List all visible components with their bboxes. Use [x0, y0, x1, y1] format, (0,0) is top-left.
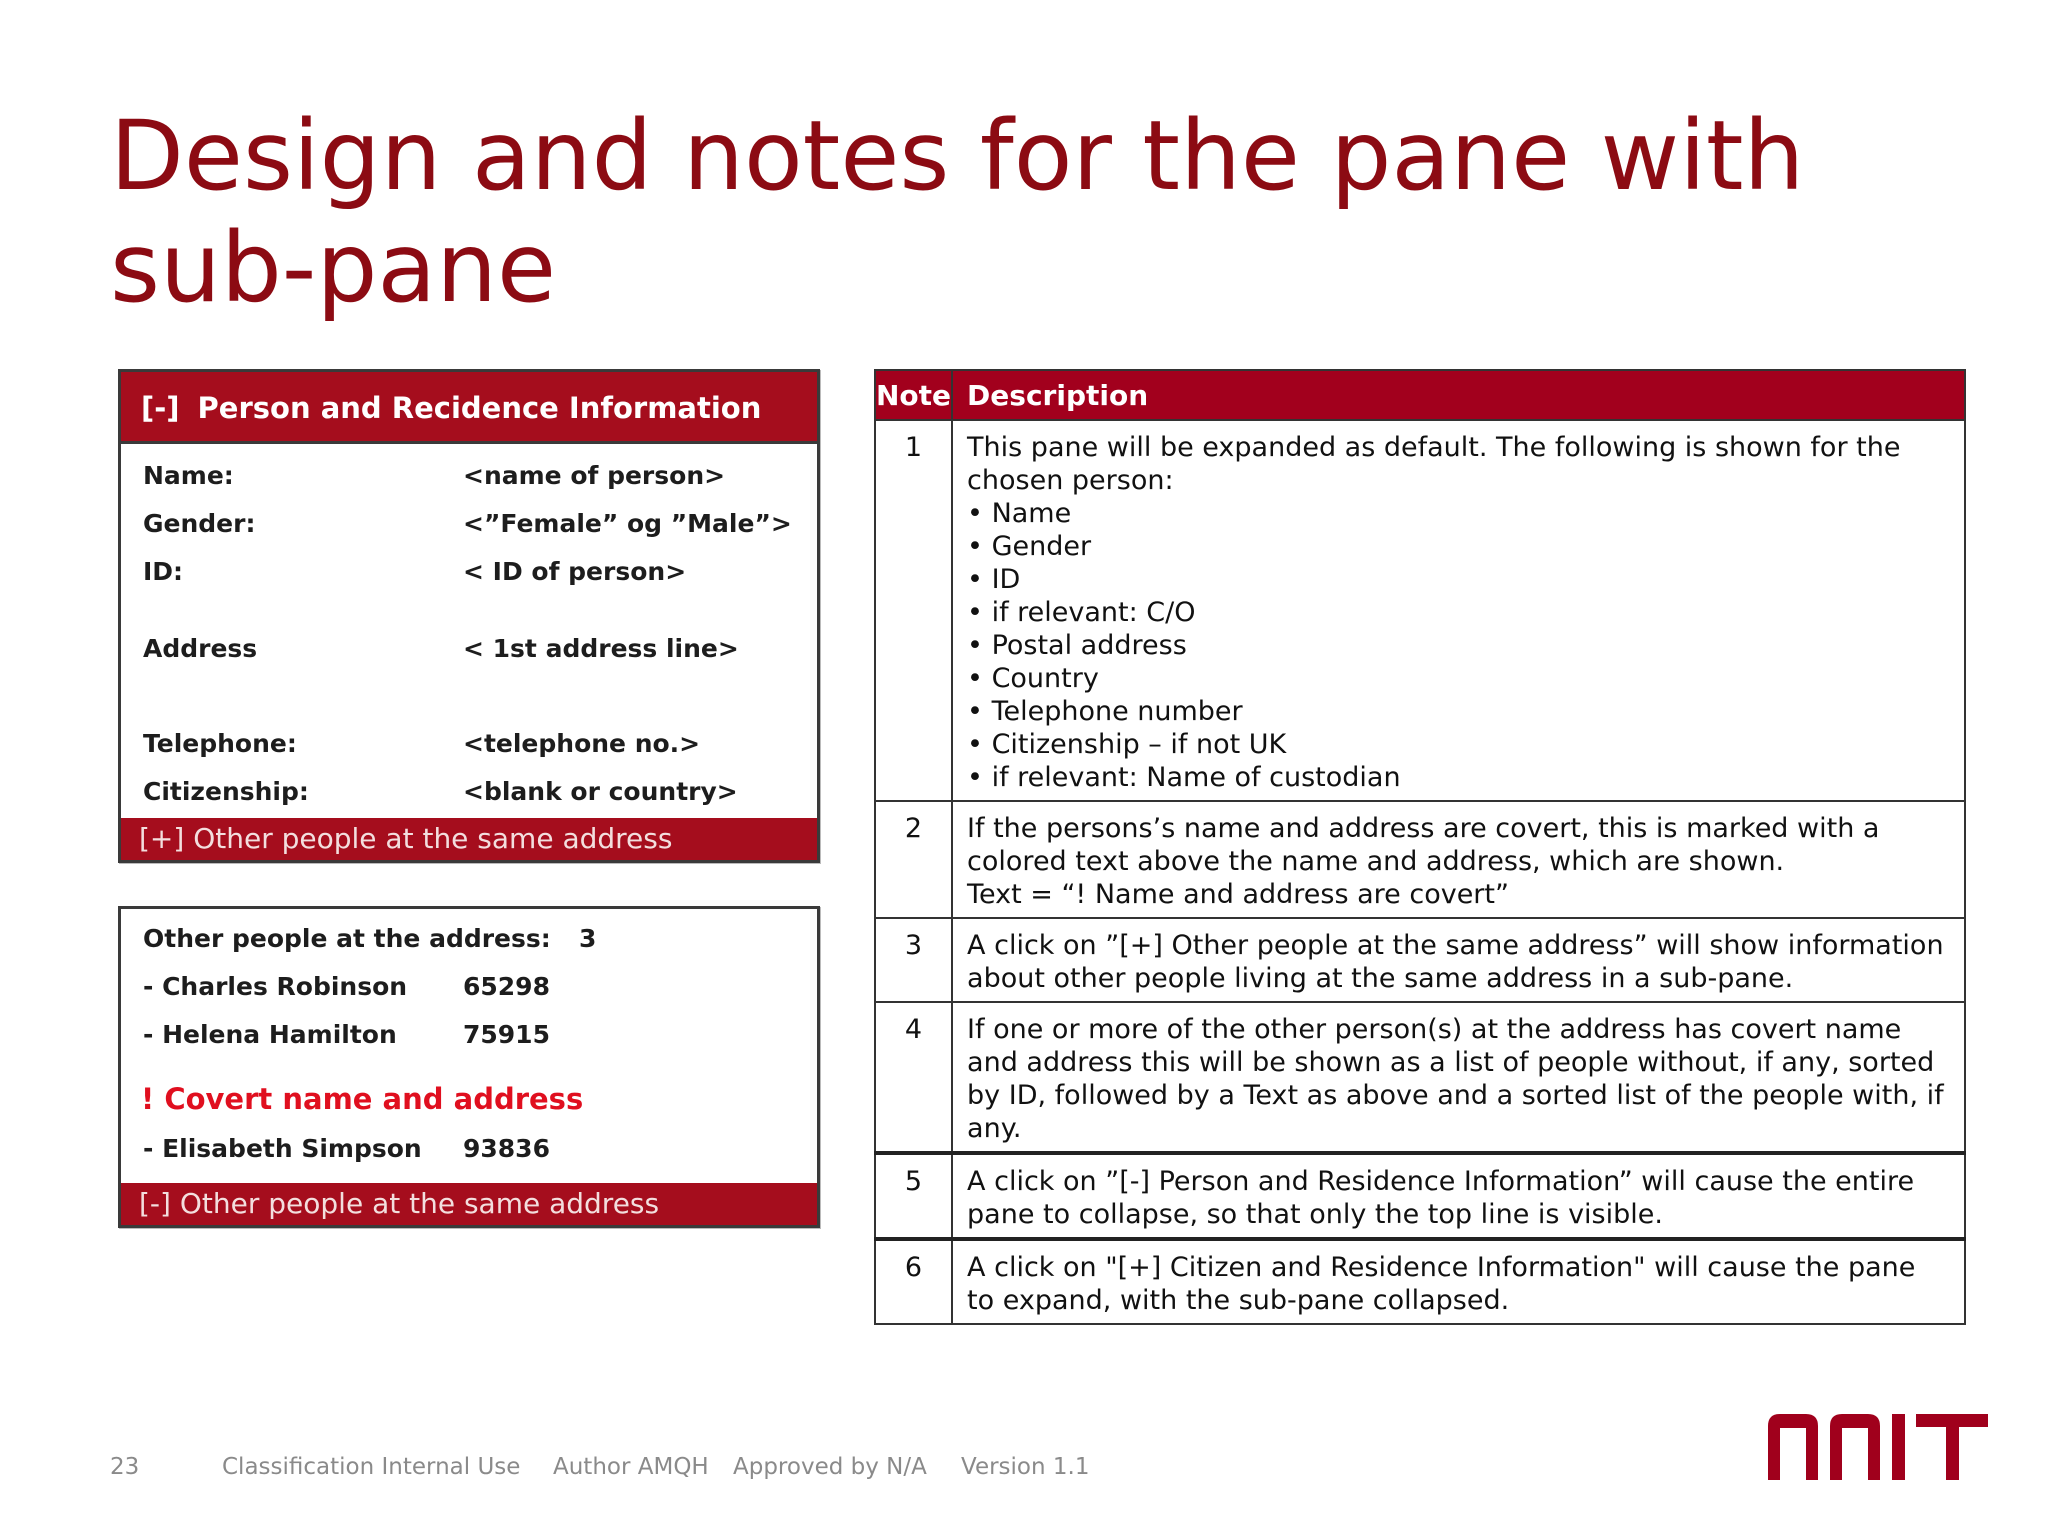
bullet-item: • Telephone number — [967, 695, 1950, 728]
note-number: 5 — [875, 1153, 952, 1239]
other-people-heading-label: Other people at the address: — [143, 924, 551, 953]
field-label: Address — [143, 634, 258, 663]
column-header-note: Note — [875, 370, 952, 420]
page-number: 23 — [110, 1454, 140, 1480]
field-value: < 1st address line> — [463, 634, 739, 663]
bullet-item: • Name — [967, 497, 1950, 530]
field-value: <blank or country> — [463, 777, 738, 806]
field-label: Citizenship: — [143, 777, 309, 806]
person-row — [143, 1017, 807, 1053]
version-label: Version 1.1 — [961, 1454, 1090, 1480]
field-row-telephone — [143, 726, 807, 762]
person-id: 75915 — [463, 1020, 550, 1049]
nnit-logo — [1768, 1412, 1988, 1480]
person-info-pane-header[interactable] — [121, 372, 817, 444]
field-label: ID: — [143, 557, 184, 586]
note-number: 2 — [875, 801, 952, 918]
note-description — [952, 420, 1965, 801]
collapse-other-people-link[interactable]: [-] Other people at the same address — [121, 1183, 817, 1225]
person-name: - Charles Robinson — [143, 972, 408, 1001]
bullet-item: • Citizenship – if not UK — [967, 728, 1950, 761]
note-number: 1 — [875, 420, 952, 801]
field-value: < ID of person> — [463, 557, 687, 586]
field-row-id — [143, 554, 807, 590]
bullet-item: • Postal address — [967, 629, 1950, 662]
note-text-secondary: Text = “! Name and address are covert” — [967, 879, 1509, 910]
pane-header-title: Person and Recidence Information — [197, 391, 762, 425]
field-row-name — [143, 458, 807, 494]
person-id: 65298 — [463, 972, 550, 1001]
slide-title-line-2: sub-pane — [110, 212, 557, 324]
covert-heading: ! Covert name and address — [141, 1082, 584, 1116]
table-row — [875, 1002, 1965, 1153]
note-number: 3 — [875, 918, 952, 1002]
table-header-row — [875, 370, 1965, 420]
bullet-item: • Gender — [967, 530, 1950, 563]
table-row — [875, 801, 1965, 918]
field-value: <”Female” og ”Male”> — [463, 509, 792, 538]
approved-label: Approved by N/A — [733, 1454, 927, 1480]
note-number: 6 — [875, 1239, 952, 1324]
field-label: Gender: — [143, 509, 256, 538]
note-description: A click on ”[+] Other people at the same address” will show information about other people living at the same address in a sub-pane. — [952, 918, 1965, 1002]
classification-label: Classification Internal Use — [222, 1454, 521, 1480]
bullet-item: • ID — [967, 563, 1950, 596]
table-row — [875, 1239, 1965, 1324]
note-text: This pane will be expanded as default. The following is shown for the chosen person: — [967, 432, 1901, 496]
table-row — [875, 1153, 1965, 1239]
other-people-heading — [143, 921, 807, 957]
field-row-gender — [143, 506, 807, 542]
note-description: If one or more of the other person(s) at the address has covert name and address this will be shown as a list of people without, if any, sorted by ID, followed by a Text as above and a sorted list of the people with, if any. — [952, 1002, 1965, 1153]
person-name: - Helena Hamilton — [143, 1020, 397, 1049]
note-description — [952, 801, 1965, 918]
note-description: A click on "[+] Citizen and Residence Information" will cause the pane to expand, with the sub-pane collapsed. — [952, 1239, 1965, 1324]
table-row — [875, 420, 1965, 801]
bullet-item: • Country — [967, 662, 1950, 695]
note-description: A click on ”[-] Person and Residence Information” will cause the entire pane to collapse, so that only the top line is visible. — [952, 1153, 1965, 1239]
expand-other-people-link[interactable]: [+] Other people at the same address — [121, 818, 817, 860]
person-info-pane — [118, 369, 820, 863]
person-id: 93836 — [463, 1134, 550, 1163]
field-label: Telephone: — [143, 729, 297, 758]
field-value: <telephone no.> — [463, 729, 701, 758]
field-label: Name: — [143, 461, 234, 490]
collapse-toggle[interactable]: [-] — [141, 391, 180, 425]
field-value: <name of person> — [463, 461, 726, 490]
other-people-subpane — [118, 906, 820, 1228]
field-row-citizenship — [143, 774, 807, 810]
slide-title-line-1: Design and notes for the pane with — [110, 100, 1805, 212]
slide-title — [110, 100, 1930, 324]
field-row-address — [143, 631, 807, 667]
author-label: Author AMQH — [553, 1454, 709, 1480]
other-people-count: 3 — [579, 924, 597, 953]
person-row — [143, 969, 807, 1005]
table-row — [875, 918, 1965, 1002]
notes-table — [874, 369, 1966, 1325]
person-name: - Elisabeth Simpson — [143, 1134, 422, 1163]
bullet-item: • if relevant: Name of custodian — [967, 761, 1950, 794]
bullet-item: • if relevant: C/O — [967, 596, 1950, 629]
note-number: 4 — [875, 1002, 952, 1153]
note-text: If the persons’s name and address are covert, this is marked with a colored text above the name and address, which are shown. — [967, 813, 1880, 877]
bullet-list — [967, 497, 1950, 794]
column-header-description: Description — [952, 370, 1965, 420]
covert-person-row — [143, 1131, 807, 1167]
